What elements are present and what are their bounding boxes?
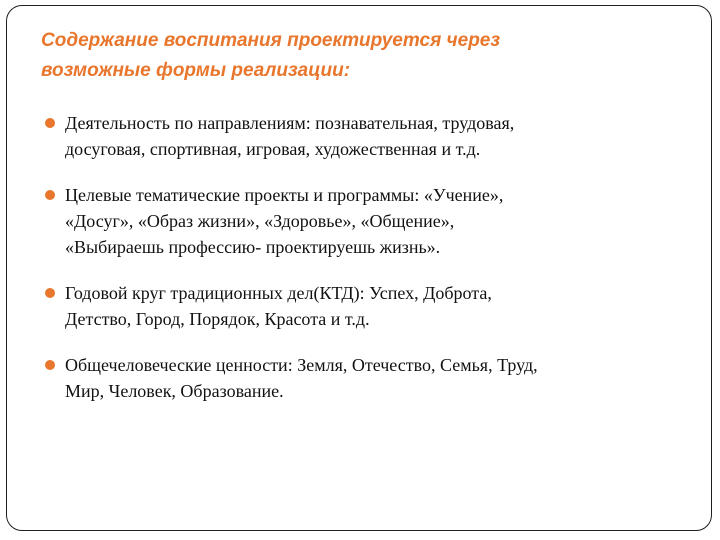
slide-title	[41, 26, 681, 86]
bullet-line: Целевые тематические проекты и программы: «Учение»,	[65, 185, 504, 205]
bullet-item-projects	[45, 182, 685, 260]
bullet-line: Общечеловеческие ценности: Земля, Отечество, Семья, Труд,	[65, 355, 538, 375]
title-line-2: возможные формы реализации:	[41, 60, 351, 81]
bullet-item-annual-cycle	[45, 280, 685, 332]
bullet-line: «Досуг», «Образ жизни», «Здоровье», «Общение»,	[65, 211, 455, 231]
bullet-item-activities	[45, 110, 685, 162]
bullet-list	[45, 110, 685, 424]
title-line-1: Содержание воспитания проектируется через	[41, 30, 501, 51]
bullet-dot-icon	[45, 190, 55, 200]
bullet-line: Годовой круг традиционных дел(КТД): Успех, Доброта,	[65, 283, 492, 303]
bullet-dot-icon	[45, 288, 55, 298]
bullet-line: Детство, Город, Порядок, Красота и т.д.	[65, 309, 370, 329]
bullet-dot-icon	[45, 118, 55, 128]
bullet-line: досуговая, спортивная, игровая, художественная и т.д.	[65, 139, 481, 159]
bullet-dot-icon	[45, 360, 55, 370]
bullet-line: Деятельность по направлениям: познавательная, трудовая,	[65, 113, 515, 133]
bullet-line: «Выбираешь профессию- проектируешь жизнь».	[65, 237, 441, 257]
bullet-item-values	[45, 352, 685, 404]
bullet-line: Мир, Человек, Образование.	[65, 381, 284, 401]
